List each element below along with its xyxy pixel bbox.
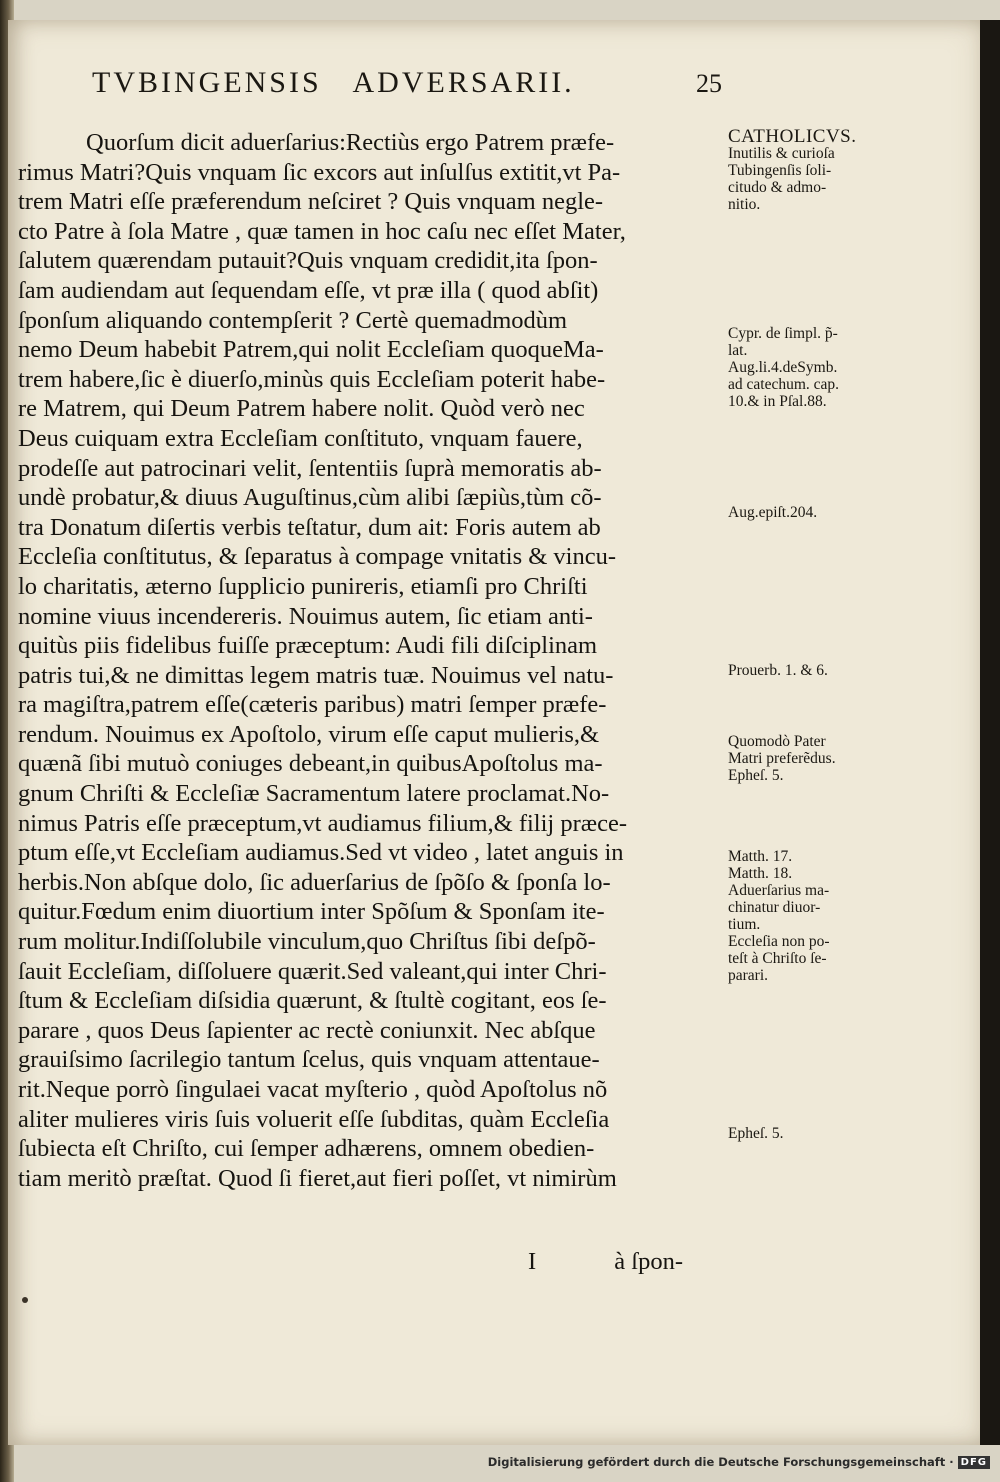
margin-note-line: chinatur diuor- [728,899,821,916]
text-line: rum molitur.Indiſſolubile vinculum,quo Chriſtus ſibi deſpõ- [18,928,596,956]
margin-note-line: Matth. 17. [728,848,793,865]
margin-note-line: teſt à Chriſto ſe- [728,950,827,967]
margin-note-line: Quomodò Pater [728,733,826,750]
text-line: quitur.Fœdum enim diuortium inter Spõſum & Sponſam ite- [18,898,605,926]
margin-note-cyprian-augustine [728,325,928,410]
margin-note-prouerb [728,662,928,679]
text-line: grauiſsimo ſacrilegio tantum ſcelus, quis vnquam attentaue- [18,1046,600,1074]
margin-note-line: Prouerb. 1. & 6. [728,662,828,679]
text-line: rit.Neque porrò ſingulaei vacat myſterio , quòd Apoſtolus nõ [18,1076,608,1103]
text-line: trem habere,ſic è diuerſo,minùs quis Eccleſiam poterit habe- [18,365,606,393]
text-line: tiam meritò præſtat. Quod ſi fieret,aut fieri poſſet, vt nimirùm [18,1164,617,1192]
text-line: rendum. Nouimus ex Apoſtolo, virum eſſe caput mulieris,& [18,720,600,748]
page-header [92,66,722,100]
text-line: ſam audiendam aut ſequendam eſſe, vt præ illa ( quod abſit) [18,276,599,304]
text-line: gnum Chriſti & Eccleſiæ Sacramentum latere proclamat.No- [18,780,610,808]
digitization-footer [488,1455,990,1469]
text-line: cto Patre à ſola Matre , quæ tamen in hoc caſu nec eſſet Mater, [18,217,626,245]
text-line: ra magiſtra,patrem eſſe(cæteris paribus) matri ſemper præfe- [18,691,607,719]
text-line: tra Donatum diſertis verbis teſtatur, dum ait: Foris autem ab [18,513,601,541]
text-line: ſponſum aliquando contempſerit ? Certè quemadmodùm [18,306,568,334]
margin-note-line: Epheſ. 5. [728,767,784,784]
margin-note-line: Cypr. de ſimpl. p̃- [728,325,838,342]
text-line: Deus cuiquam extra Eccleſiam conſtituto, vnquam fauere, [18,424,583,452]
margin-note-aug-epist [728,504,928,521]
catchword: à ſpon- [614,1248,684,1275]
margin-note-line: Aduerſarius ma- [728,882,830,899]
text-line: rimus Matri?Quis vnquam ſic excors aut inſulſus extitit,vt Pa- [18,158,621,186]
scan-border [980,20,1000,1445]
dfg-logo-icon: DFG [958,1456,990,1469]
text-line: quitùs piis fidelibus fuiſſe præceptum: Audi fili diſciplinam [18,632,598,660]
margin-note-line: Matri preferẽdus. [728,750,836,767]
signature-mark: I [528,1248,537,1275]
text-line: trem Matri eſſe præferendum neſciret ? Quis vnquam negle- [18,188,604,216]
text-line: nimus Patris eſſe præceptum,vt audiamus filium,& filij præce- [18,809,627,837]
margin-note-matth [728,848,928,984]
text-line: prodeſſe aut patrocinari velit, ſententiis ſuprà memoratis ab- [18,454,602,482]
text-line: undè probatur,& diuus Auguſtinus,cùm alibi ſæpiùs,tùm cõ- [18,484,602,512]
margin-note-line: CATHOLICVS. [728,126,857,147]
text-line: nemo Deum habebit Patrem,qui nolit Eccleſiam quoqueMa- [18,336,604,364]
footer-text: Digitalisierung gefördert durch die Deutsche Forschungsgemeinschaft · [487,1455,954,1469]
text-line: ſalutem quærendam putauit?Quis vnquam credidit,ita ſpon- [18,247,598,275]
text-line: Eccleſia conſtitutus, & ſeparatus à compage vnitatis & vincu- [18,543,617,571]
text-line: aliter mulieres viris ſuis voluerit eſſe ſubditas, quàm Eccleſia [18,1105,610,1133]
catchline [528,1248,683,1276]
text-line: patris tui,& ne dimittas legem matris tuæ. Nouimus vel natu- [18,661,614,689]
margin-note-line: Matth. 18. [728,865,793,882]
margin-note-line: parari. [728,967,769,984]
margin-note-line: Aug.li.4.deSymb. [728,359,838,376]
text-line: lo charitatis, æterno ſupplicio punireris, etiamſi pro Chriſti [18,572,588,600]
text-line: ptum eſſe,vt Eccleſiam audiamus.Sed vt video , latet anguis in [18,839,624,867]
running-title: TVBINGENSIS ADVERSARII. [92,66,575,99]
margin-note-line: Epheſ. 5. [728,1125,784,1142]
main-text-block [18,128,718,1193]
margin-note-quomodo-pater [728,733,928,784]
margin-note-line: Aug.epiſt.204. [728,504,818,521]
text-line: Quorſum dicit aduerſarius:Rectiùs ergo Patrem præfe- [86,129,615,156]
text-line: re Matrem, qui Deum Patrem habere nolit. Quòd verò nec [18,395,585,423]
text-line: ſauit Eccleſiam, diſſoluere quærit.Sed valeant,qui inter Chri- [18,957,607,985]
margin-note-line: 10.& in Pſal.88. [728,393,827,410]
text-line: quænã ſibi mutuò coniuges debeant,in quibusApoſtolus ma- [18,750,603,778]
margin-note-line: ad catechum. cap. [728,376,840,393]
margin-note-catholicus [728,128,928,213]
margin-note-line: Tubingenſis ſoli- [728,162,832,179]
margin-note-line: nitio. [728,196,761,213]
text-line: ſubiecta eſt Chriſto, cui ſemper adhærens, omnem obedien- [18,1135,595,1163]
margin-note-ephes [728,1125,928,1142]
margin-note-line: Eccleſia non po- [728,933,830,950]
margin-note-line: tium. [728,916,761,933]
text-line: herbis.Non abſque dolo, ſic aduerſarius de ſpõſo & ſponſa lo- [18,868,611,896]
text-line: ſtum & Eccleſiam diſsidia quærunt, & ſtultè cogitant, eos ſe- [18,987,607,1015]
page-number: 25 [696,69,722,98]
margin-note-line: lat. [728,342,748,359]
margin-note-line: Inutilis & curioſa [728,145,835,162]
ink-spot [22,1297,28,1303]
text-line: parare , quos Deus ſapienter ac rectè coniunxit. Nec abſque [18,1016,596,1044]
margin-note-line: citudo & admo- [728,179,827,196]
text-line: nomine viuus incendereris. Nouimus autem, ſic etiam anti- [18,602,593,630]
